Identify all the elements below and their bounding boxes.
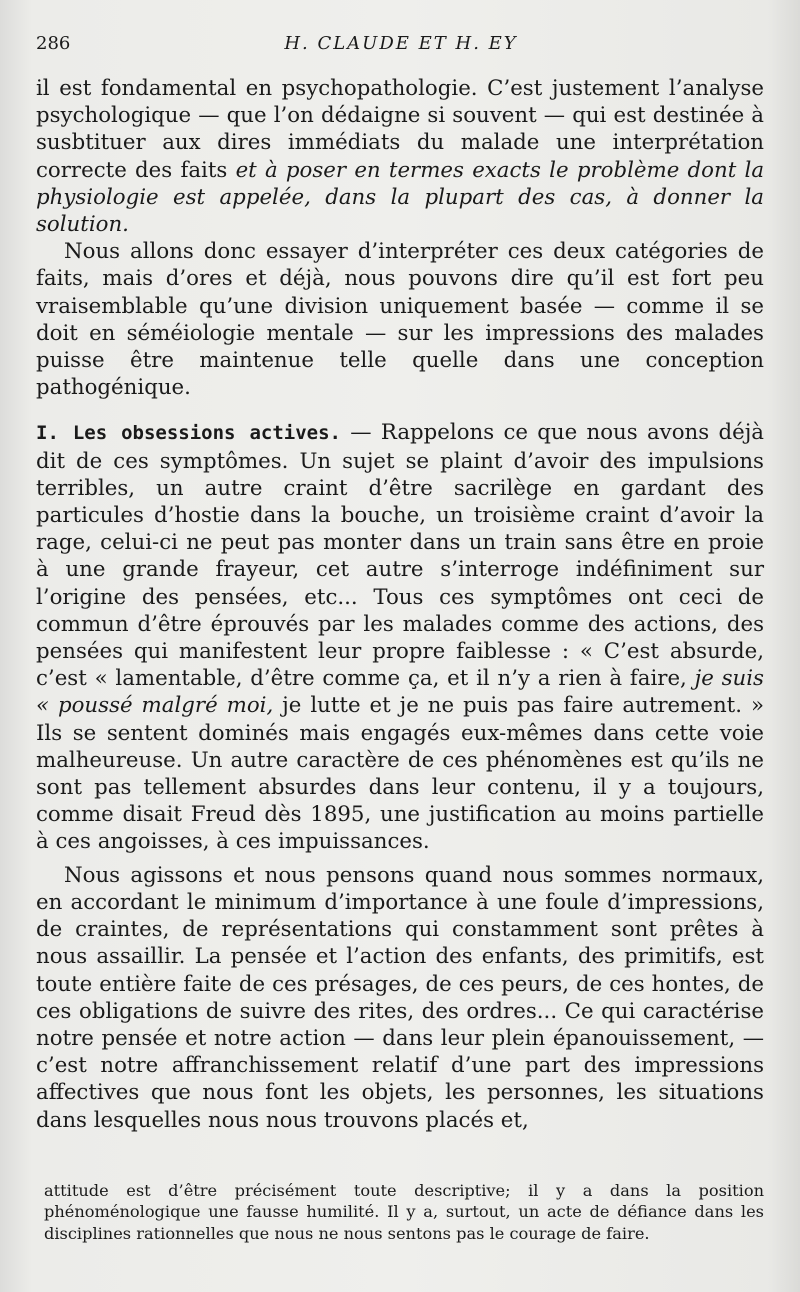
running-title: H. CLAUDE ET H. EY: [284, 33, 518, 54]
body-text: [36, 75, 764, 1134]
paragraph-1: [36, 75, 764, 238]
footnote-text: attitude est d’être précisément toute descriptive; il y a dans la position phénoménologique une fausse humilité. Il y a, surtout, un acte de défiance dans les disciplines rationnelles que nous ne nous sentons pas le courage de faire.: [44, 1181, 764, 1243]
paragraph-3-italic: je suis « poussé malgré moi,: [36, 666, 764, 719]
footnote: [44, 1180, 764, 1244]
paragraph-2: Nous allons donc essayer d’interpréter ces deux catégories de faits, mais d’ores et déjà, nous pouvons dire qu’il est fort peu vraisemblable qu’une division uniquement basée — comme il se doit en séméiologie mentale — sur les impressions des malades puisse être maintenue telle quelle dans une conception pathogénique.: [36, 239, 764, 401]
page-number: 286: [36, 33, 71, 54]
paragraph-3-text-c: je lutte et je ne puis pas faire autrement. » Ils se sentent dominés mais engagés eux-mêmes dans cette voie malheureuse. Un autre caractère de ces phénomènes est qu’ils ne sont pas tellement absurdes dans leur contenu, il y a toujours, comme disait Freud dès 1895, une justification au moins partielle à ces angoisses, à ces impuissances.: [36, 693, 764, 855]
page-header: [36, 33, 766, 55]
paragraph-3: [36, 419, 764, 855]
paragraph-4: Nous agissons et nous pensons quand nous sommes normaux, en accordant le minimum d’importance à une foule d’impressions, de craintes, de représentations qui constamment sont prêtes à nous assaillir. La pensée et l’action des enfants, des primitifs, est toute entière faite de ces présages, de ces peurs, de ces hontes, de ces obligations de suivre des rites, des ordres... Ce qui caractérise notre pensée et notre action — dans leur plein épanouissement, — c’est notre affranchissement relatif d’une part des impressions affectives que nous font les objets, les personnes, les situations dans lesquelles nous nous trouvons placés et,: [36, 862, 764, 1133]
paragraph-3-text-a: — Rappelons ce que nous avons déjà dit de ces symptômes. Un sujet se plaint d’avoir des impulsions terribles, un autre craint d’être sacrilège en gardant des particules d’hostie dans la bouche, un troisième craint d’avoir la rage, celui-ci ne peut pas monter dans un train sans être en proie à une grande frayeur, cet autre s’interroge indéfiniment sur l’origine des pensées, etc... Tous ces symptômes ont ceci de commun d’être éprouvés par les malades comme des actions, des pensées qui manifestent leur propre faiblesse : « C’est absurde, c’est « lamentable, d’être comme ça, et il n’y a rien à faire,: [36, 420, 764, 692]
paragraph-1-text: il est fondamental en psychopathologie. C’est justement l’analyse psychologique — que l’on dédaigne si souvent — qui est destinée à susbtituer aux dires immédiats du malade une interprétation correcte des faits: [36, 76, 764, 183]
section-heading: I. Les obsessions actives.: [36, 422, 341, 445]
paragraph-1-italic: et à poser en termes exacts le problème dont la physiologie est appelée, dans la plupart des cas, à donner la solution.: [36, 157, 765, 238]
